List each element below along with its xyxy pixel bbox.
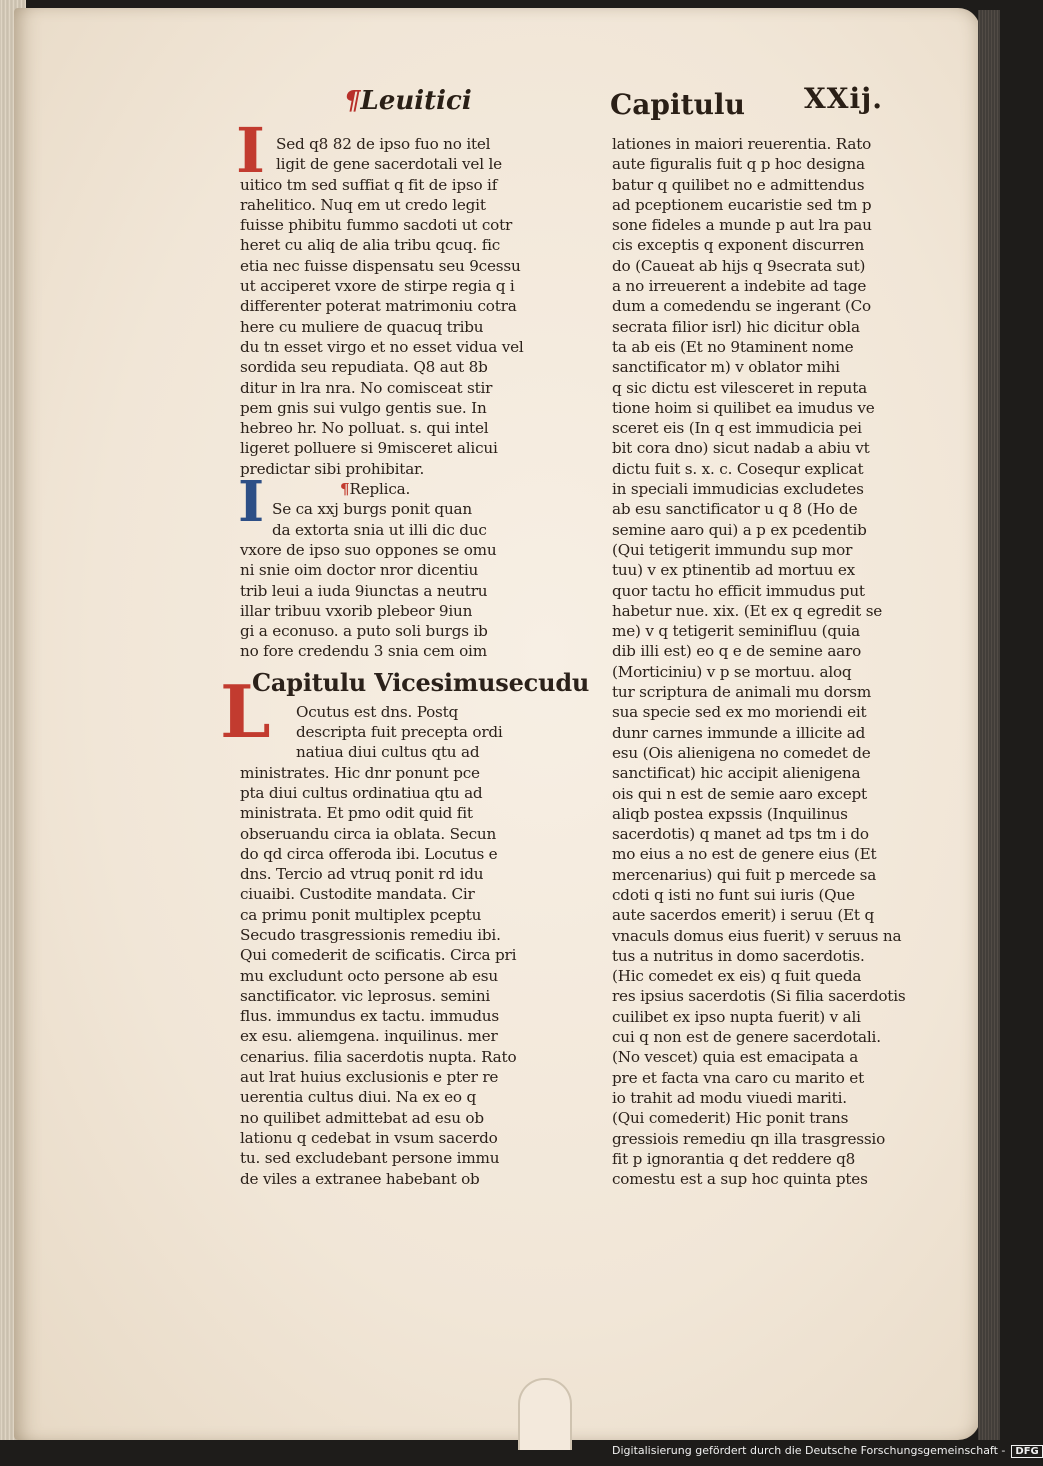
text-line: dictu fuit s. x. c. Cosequr explicat: [612, 459, 864, 478]
text-line: here cu muliere de quacuq tribu: [240, 317, 484, 336]
text-line: ditur in lra nra. No comisceat stir: [240, 378, 493, 397]
text-line: ministrates. Hic dnr ponunt pce: [240, 763, 480, 782]
text-line: ciuaibi. Custodite mandata. Cir: [240, 885, 475, 904]
text-line: sanctificat) hic accipit alienigena: [612, 764, 861, 783]
text-line: sceret eis (In q est immudicia pei: [612, 419, 862, 438]
running-head: [14, 82, 980, 132]
text-line: batur q quilibet no e admittendus: [612, 175, 865, 194]
text-line: illar tribuu vxorib plebeor 9iun: [240, 601, 473, 620]
book-right-edge: [978, 10, 1000, 1440]
text-line: etia nec fuisse dispensatu seu 9cessu: [240, 256, 521, 275]
text-line: esu (Ois alienigena no comedet de: [612, 743, 871, 762]
text-line: in speciali immudicias excludetes: [612, 480, 864, 499]
right-column: [612, 134, 906, 1189]
text-line: (Hic comedet ex eis) q fuit queda: [612, 967, 862, 986]
text-line: rahelitico. Nuq em ut credo legit: [240, 195, 486, 214]
text-line: habetur nue. xix. (Et ex q egredit se: [612, 601, 883, 620]
text-line: a no irreuerent a indebite ad tage: [612, 277, 867, 296]
text-line: flus. immundus ex tactu. immudus: [240, 1007, 499, 1026]
text-line: pta diui cultus ordinatiua qtu ad: [240, 783, 483, 802]
text-line: do (Caueat ab hijs q 9secrata sut): [612, 256, 866, 275]
text-line: tu. sed excludebant persone immu: [240, 1149, 500, 1168]
text-line: heret cu aliq de alia tribu qcuq. fic: [240, 236, 501, 255]
text-line: io trahit ad modu viuedi mariti.: [612, 1088, 847, 1107]
text-line: ois qui n est de semie aaro except: [612, 784, 867, 803]
text-line: uerentia cultus diui. Na ex eo q: [240, 1088, 476, 1107]
text-line: ministrata. Et pmo odit quid fit: [240, 804, 473, 823]
text-line: lationu q cedebat in vsum sacerdo: [240, 1128, 498, 1147]
text-line: cenarius. filia sacerdotis nupta. Rato: [240, 1047, 517, 1066]
text-line: dib illi est) eo q e de semine aaro: [612, 642, 862, 661]
initial-second: I: [238, 469, 265, 535]
book-page: [14, 8, 980, 1440]
text-line: comestu est a sup hoc quinta ptes: [612, 1170, 868, 1189]
text-line: aute sacerdos emerit) i seruu (Et q: [612, 906, 874, 925]
text-line: ligit de gene sacerdotali vel le: [276, 155, 502, 174]
text-line: aute figuralis fuit q p hoc designa: [612, 155, 865, 174]
text-line: natiua diui cultus qtu ad: [296, 743, 480, 762]
text-line: uitico tm sed suffiat q fit de ipso if: [240, 175, 498, 194]
text-line: no fore credendu 3 snia cem oim: [240, 642, 487, 661]
text-line: ta ab eis (Et no 9taminent nome: [612, 337, 854, 356]
left-block-b: [240, 499, 540, 661]
text-line: res ipsius sacerdotis (Si filia sacerdotis: [612, 987, 906, 1006]
text-line: trib leui a iuda 9iunctas a neutru: [240, 581, 488, 600]
running-head-center: Capitulu: [610, 88, 745, 121]
text-line: obseruandu circa ia oblata. Secun: [240, 824, 497, 843]
text-line: gi a econuso. a puto soli burgs ib: [240, 622, 488, 641]
text-line: dns. Tercio ad vtruq ponit rd idu: [240, 865, 484, 884]
running-head-left: [344, 86, 472, 116]
left-column: [240, 134, 590, 1189]
text-line: cuilibet ex ipso nupta fuerit) v ali: [612, 1007, 861, 1026]
text-line: Secudo trasgressionis remediu ibi.: [240, 925, 501, 944]
text-line: gressiois remediu qn illa trasgressio: [612, 1129, 886, 1148]
folio-number: XXij.: [804, 82, 883, 115]
text-line: ca primu ponit multiplex pceptu: [240, 905, 482, 924]
text-line: du tn esset virgo et no esset vidua vel: [240, 337, 524, 356]
text-line: bit cora dno) sicut nadab a abiu vt: [612, 439, 870, 458]
paraph-mark: ¶: [340, 480, 350, 499]
footer-credit: [612, 1444, 1043, 1458]
text-line: do qd circa offeroda ibi. Locutus e: [240, 844, 498, 863]
text-line: secrata filior isrl) hic dicitur obla: [612, 317, 860, 336]
chapter-heading: Capitulu Vicesimusecudu: [252, 667, 590, 697]
text-line: ex esu. aliemgena. inquilinus. mer: [240, 1027, 498, 1046]
replica-label-text: Replica.: [349, 480, 411, 499]
text-line: vxore de ipso suo oppones se omu: [240, 540, 497, 559]
text-line: sacerdotis) q manet ad tps tm i do: [612, 825, 869, 844]
text-line: dum a comedendu se ingerant (Co: [612, 297, 871, 316]
text-line: cdoti q isti no funt sui iuris (Que: [612, 885, 855, 904]
text-line: ab esu sanctificator u q 8 (Ho de: [612, 500, 858, 519]
text-line: lationes in maiori reuerentia. Rato: [612, 135, 872, 153]
text-line: ni snie oim doctor nror dicentiu: [240, 561, 479, 580]
text-line: me) v q tetigerit seminifluu (quia: [612, 622, 860, 641]
text-line: quor tactu ho efficit immudus put: [612, 581, 865, 600]
text-line: ut acciperet vxore de stirpe regia q i: [240, 277, 515, 296]
text-line: tur scriptura de animali mu dorsm: [612, 683, 872, 702]
text-line: sua specie sed ex mo moriendi eit: [612, 703, 867, 722]
text-line: tione hoim si quilibet ea imudus ve: [612, 398, 875, 417]
text-line: sordida seu repudiata. Q8 aut 8b: [240, 358, 488, 377]
text-line: vnaculs domus eius fuerit) v seruus na: [612, 926, 902, 945]
text-line: differenter poterat matrimoniu cotra: [240, 297, 517, 316]
text-line: Sed q8 82 de ipso fuo no itel: [276, 135, 491, 153]
text-line: fuisse phibitu fummo sacdoti ut cotr: [240, 216, 513, 235]
text-line: aliqb postea expssis (Inquilinus: [612, 804, 848, 823]
text-line: semine aaro qui) a p ex pcedentib: [612, 520, 867, 539]
text-line: ad pceptionem eucaristie sed tm p: [612, 195, 872, 214]
text-line: da extorta snia ut illi dic duc: [272, 520, 487, 539]
paraph-mark: ¶: [344, 86, 361, 116]
text-line: hebreo hr. No polluat. s. qui intel: [240, 419, 489, 438]
text-line: mercenarius) qui fuit p mercede sa: [612, 865, 877, 884]
text-line: aut lrat huius exclusionis e pter re: [240, 1068, 499, 1087]
text-line: sanctificator m) v oblator mihi: [612, 358, 840, 377]
text-line: tuu) v ex ptinentib ad mortuu ex: [612, 561, 856, 580]
text-line: cui q non est de genere sacerdotali.: [612, 1028, 881, 1047]
replica-label: [240, 479, 540, 499]
dfg-logo: DFG: [1011, 1445, 1042, 1458]
left-block-c: [240, 702, 540, 1189]
text-line: Qui comederit de scificatis. Circa pri: [240, 946, 517, 965]
text-line: cis exceptis q exponent discurren: [612, 236, 865, 255]
text-line: sone fideles a munde p aut lra pau: [612, 216, 872, 235]
text-line: dunr carnes immunde a illicite ad: [612, 723, 866, 742]
text-line: Se ca xxj burgs ponit quan: [272, 500, 472, 519]
text-line: (Morticiniu) v p se mortuu. aloq: [612, 662, 852, 681]
initial-first: I: [236, 114, 266, 187]
left-block-a: [240, 134, 540, 479]
text-line: pre et facta vna caro cu marito et: [612, 1068, 864, 1087]
footer-credit-text: Digitalisierung gefördert durch die Deutsche Forschungsgemeinschaft -: [612, 1444, 1006, 1457]
text-line: predictar sibi prohibitar.: [240, 459, 425, 478]
text-line: fit p ignorantia q det reddere q8: [612, 1149, 856, 1168]
text-line: pem gnis sui vulgo gentis sue. In: [240, 398, 487, 417]
text-line: de viles a extranee habebant ob: [240, 1169, 480, 1188]
text-line: tus a nutritus in domo sacerdotis.: [612, 946, 865, 965]
text-line: no quilibet admittebat ad esu ob: [240, 1108, 484, 1127]
text-line: (Qui comederit) Hic ponit trans: [612, 1109, 849, 1128]
text-line: mo eius a no est de genere eius (Et: [612, 845, 877, 864]
text-line: Ocutus est dns. Postq: [296, 702, 459, 721]
text-line: (No vescet) quia est emacipata a: [612, 1048, 859, 1067]
text-line: descripta fuit precepta ordi: [296, 723, 503, 742]
text-line: mu excludunt octo persone ab esu: [240, 966, 498, 985]
text-line: sanctificator. vic leprosus. semini: [240, 986, 491, 1005]
text-line: q sic dictu est vilesceret in reputa: [612, 378, 867, 397]
initial-third: L: [220, 669, 271, 754]
running-head-left-text: Leuitici: [360, 86, 472, 116]
text-line: ligeret polluere si 9misceret alicui: [240, 439, 498, 458]
page-clip-mark: [518, 1378, 572, 1450]
text-line: (Qui tetigerit immundu sup mor: [612, 540, 853, 559]
